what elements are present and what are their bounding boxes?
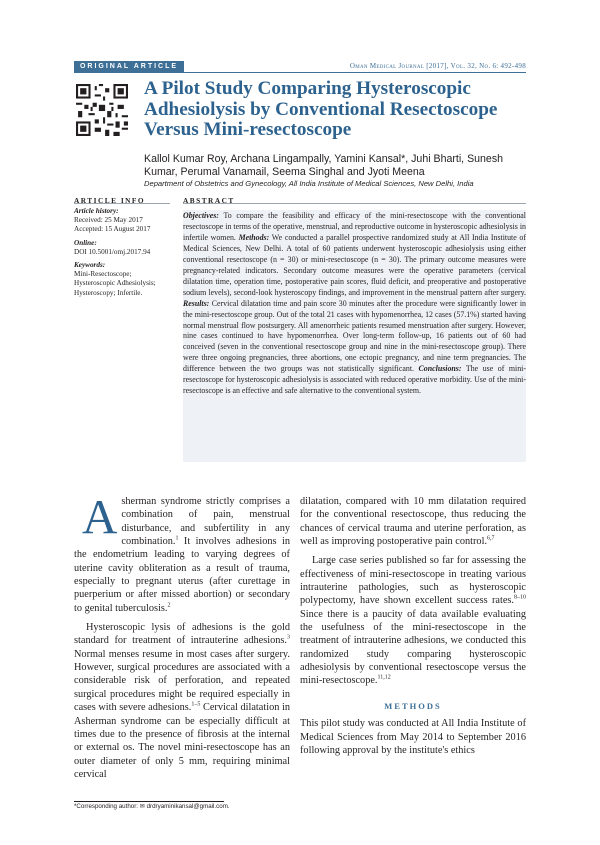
citation-ref[interactable]: 8–10 xyxy=(514,594,526,601)
text-span: sherman syndrome strictly comprises a combination of pain, menstrual disturbance, and subfertility in any combination. xyxy=(121,496,290,548)
qr-code-icon[interactable] xyxy=(76,84,128,136)
methods-label: Methods: xyxy=(238,232,270,242)
citation-ref[interactable]: 11,12 xyxy=(377,675,391,682)
intro-paragraph xyxy=(74,489,290,615)
author-list: Kallol Kumar Roy, Archana Lingampally, Yamini Kansal*, Juhi Bharti, Sunesh Kumar, Perumal Vanamail, Seema Singhal and Jyoti Meena xyxy=(144,153,504,178)
article-title: A Pilot Study Comparing Hysteroscopic Adhesiolysis by Conventional Resectoscope Versus Mini-resectoscope xyxy=(144,78,498,140)
citation-ref[interactable]: 2 xyxy=(167,602,171,609)
text-span: Normal menses resume in most cases after surgery. However, surgical procedures are associated with a considerable risk of perforation, and repeated surgical procedures might be required especially in cases with severe adhesions. xyxy=(74,648,290,714)
body-column-left xyxy=(74,489,291,781)
body-paragraph: This pilot study was conducted at All India Institute of Medical Sciences from May 2014 to September 2016 following approval by the institute's ethics xyxy=(300,718,526,756)
body-paragraph xyxy=(300,554,526,687)
affiliation: Department of Obstetrics and Gynecology, All India Institute of Medical Sciences, New Delhi, India xyxy=(144,179,474,188)
citation-ref[interactable]: 6,7 xyxy=(487,535,495,542)
methods-text: We conducted a parallel prospective randomized study at All India Institute of Medical Sciences, New Delhi. A total of 60 patients underwent hysteroscopic adhesiolysis using either conventional resectoscope (n = 30) or mini-resectoscope (n = 30). The primary outcome measures were pregnancy-related indicators. Secondary outcome measures were the operative parameters (cervical dilatation time, operation time, postoperative pain scores, fluid deficit, and preoperative and postoperative sodium levels), second-look hysteroscopy findings, and improvement in the menstrual pattern after surgery. xyxy=(183,232,526,297)
header-rule xyxy=(74,72,526,73)
keyword: Hysteroscopic Adhesiolysis; xyxy=(74,279,156,288)
citation-ref[interactable]: 1 xyxy=(175,535,179,542)
methods-heading: METHODS xyxy=(384,700,442,711)
received-date: Received: 25 May 2017 xyxy=(74,216,143,225)
body-paragraph xyxy=(74,621,290,781)
keyword: Hysteroscopy; Infertile. xyxy=(74,288,143,297)
article-info xyxy=(74,207,170,298)
abstract-text xyxy=(183,211,526,397)
text-span: Since there is a paucity of data available evaluating the usefulness of the mini-resectoscope in the treatment of intrauterine adhesions, we conducted this randomized study comparing hysteroscopic adhesiolysis by conventional resectoscope versus the mini-resectoscope. xyxy=(300,608,526,687)
accepted-date: Accepted: 15 August 2017 xyxy=(74,225,151,234)
conclusions-label: Conclusions: xyxy=(418,364,462,374)
online-label: Online: xyxy=(74,238,97,247)
body-paragraph xyxy=(300,495,526,548)
text-span: dilatation, compared with 10 mm dilatation required for the conventional resectoscope, thus reducing the chances of cervical trauma and uterine perforation, as well as improving postoperative pain control. xyxy=(300,496,526,548)
keywords-label: Keywords: xyxy=(74,261,106,270)
journal-citation: Oman Medical Journal [2017], Vol. 32, No. 6: 492-498 xyxy=(349,62,526,70)
history-label: Article history: xyxy=(74,207,119,215)
objectives-text: To compare the feasibility and efficacy of the mini-resectoscope with the conventional resectoscope in terms of the operative, menstrual, and reproductive outcome in hysteroscopic adhesiolysis in infertile women. xyxy=(183,211,526,242)
footnote-rule xyxy=(74,801,224,802)
citation-ref[interactable]: 3 xyxy=(287,635,290,642)
text-span: It involves adhesions in the endometrium leading to varying degrees of uterine cavity obliteration as a result of trauma, especially to pregnant uterus (after curettage in puerperium or after missed abortion) or secondary to genital tuberculosis. xyxy=(74,536,290,614)
drop-cap: A xyxy=(82,489,118,544)
citation-ref[interactable]: 1–5 xyxy=(191,701,201,708)
objectives-label: Objectives: xyxy=(183,211,219,220)
text-span: Hysteroscopic lysis of adhesions is the gold standard for treatment of intrauterine adhesions. xyxy=(74,622,290,647)
article-info-heading: ARTICLE INFO xyxy=(74,196,146,205)
results-label: Results: xyxy=(183,298,210,308)
text-span: Cervical dilatation in Asherman syndrome can be especially difficult at times due to the presence of fibrosis at the internal or external os. The novel mini-resectoscope has an outer diameter of only 5 mm, requiring minimal cervical xyxy=(74,702,291,780)
body-column-right xyxy=(300,495,526,757)
article-type-banner: ORIGINAL ARTICLE xyxy=(74,61,184,72)
corresponding-author-footnote: *Corresponding author: ✉ drdryaminikansal@gmail.com. xyxy=(74,803,230,810)
text-span: Large case series published so far for assessing the effectiveness of mini-resectoscope in treating various intrauterine pathologies, such as hysteroscopic polypectomy, have shown excellent success rates. xyxy=(300,555,526,607)
conclusions-text: The use of mini-resectoscope for hysteroscopic adhesiolysis is associated with reduced operative morbidity. Use of the mini-resectoscope is an effective and safe alternative to the conventional system. xyxy=(183,364,526,396)
results-text: Cervical dilatation time and pain score 30 minutes after the procedure were significantly lower in the mini-resectoscope group. Out of the total 21 cases with hypomenorrhea, 12 cases (57.1%) started having normal menstrual flow postsurgery. All amenorrheic patients resumed menstruation after surgery. However, nine cases continued to have hypomenorrhea. Over long-term follow-up, 16 patients out of 60 had conceived (seven in the conventional resectoscope group and nine in the mini-resectoscope group). There were three ongoing pregnancies, three abortions, one ectopic pregnancy, and nine term pregnancies. The difference between the two groups was not statistically significant. xyxy=(183,298,526,374)
abstract-heading: ABSTRACT xyxy=(183,196,235,205)
doi-link[interactable]: DOI 10.5001/omj.2017.94 xyxy=(74,247,151,256)
keyword: Mini-Resectoscope; xyxy=(74,270,132,279)
